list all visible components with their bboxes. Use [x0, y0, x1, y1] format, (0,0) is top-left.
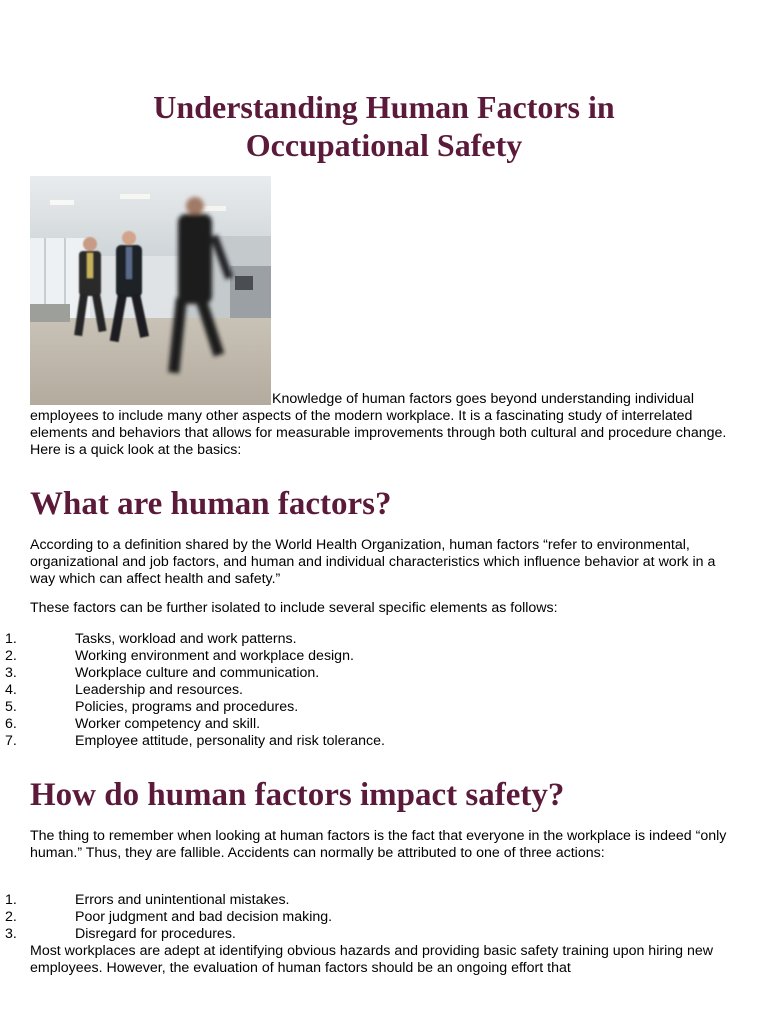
list-item: 1. Tasks, workload and work patterns. [5, 631, 297, 647]
title-line-2: Occupational Safety [245, 127, 523, 163]
list-item: 3. Disregard for procedures. [5, 926, 236, 942]
list-item: 4. Leadership and resources. [5, 682, 243, 698]
list-item: 6. Worker competency and skill. [5, 716, 261, 732]
list-item: 5. Policies, programs and procedures. [5, 699, 299, 715]
accident-actions-list [0, 892, 740, 943]
list-item: 3. Workplace culture and communication. [5, 665, 320, 681]
list-item: 1. Errors and unintentional mistakes. [5, 892, 290, 908]
only-human-paragraph: The thing to remember when looking at human factors is the fact that everyone in the workplace is indeed “only human.” Thus, they are fallible. Accidents can normally be attributed to one of three actions: [30, 828, 727, 861]
list-item: 2. Poor judgment and bad decision making. [5, 909, 333, 925]
office-photo [30, 176, 271, 405]
document-title [0, 88, 768, 164]
intro-paragraph: Knowledge of human factors goes beyond understanding individual employees to include many other aspects of the modern workplace. It is a fascinating study of interrelated elements and behaviors that allows for measurable improvements through both cultural and procedure change. Here is a quick look at the basics: [30, 391, 727, 458]
title-line-1: Understanding Human Factors in [153, 89, 615, 125]
factors-intro-paragraph: These factors can be further isolated to include several specific elements as follows: [30, 600, 558, 616]
workplace-evaluation-paragraph: Most workplaces are adept at identifying obvious hazards and providing basic safety training upon hiring new employees. However, the evaluation of human factors should be an ongoing effort that [30, 943, 713, 976]
section-heading-what-are-human-factors: What are human factors? [30, 486, 392, 522]
human-factors-list [0, 631, 740, 750]
section-heading-impact-on-safety: How do human factors impact safety? [30, 777, 565, 813]
list-item: 7. Employee attitude, personality and risk tolerance. [5, 733, 385, 749]
definition-paragraph: According to a definition shared by the World Health Organization, human factors “refer to environmental, organizational and job factors, and human and individual characteristics which influence behavior at work in a way which can affect health and safety.” [30, 537, 716, 587]
list-item: 2. Working environment and workplace design. [5, 648, 354, 664]
office-people-walking-image [30, 176, 271, 405]
